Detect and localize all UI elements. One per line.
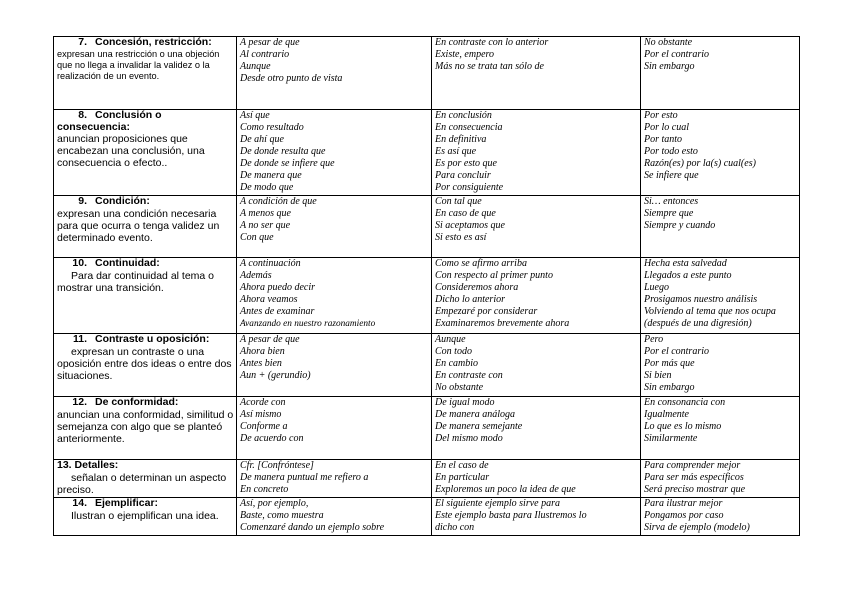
connector-phrase: De manera análoga (435, 409, 515, 420)
category-description: señalan o determinan un aspecto preciso. (57, 471, 227, 496)
connectors-table (53, 36, 800, 536)
connector-phrase: Es así que (435, 146, 477, 157)
category-title: Condición: (95, 195, 150, 207)
connector-phrase: Será preciso mostrar que (644, 484, 746, 495)
connector-column-2 (432, 460, 641, 498)
category-cell (54, 460, 237, 498)
connector-phrase: No obstante (435, 382, 484, 393)
connector-phrase: En concreto (240, 484, 289, 495)
category-title: De conformidad: (95, 396, 179, 408)
connector-column-2 (432, 397, 641, 460)
category-number: 7. (78, 36, 87, 48)
category-title: Continuidad: (95, 257, 160, 269)
connector-column-3 (641, 498, 800, 536)
connector-phrase: Similarmente (644, 433, 698, 444)
connector-phrase: Examinaremos brevemente ahora (435, 318, 570, 329)
category-heading (57, 397, 234, 409)
connector-column-3 (641, 397, 800, 460)
connector-phrase: Para concluir (435, 170, 491, 181)
connector-phrase: Siempre y cuando (644, 220, 716, 231)
category-cell (54, 196, 237, 258)
connector-phrase: Por consiguiente (435, 182, 504, 193)
connector-phrase: Llegados a este punto (644, 270, 732, 281)
connector-column-1 (237, 498, 432, 536)
connector-phrase: De manera puntual me refiero a (240, 472, 369, 483)
connector-phrase: En contraste con lo anterior (435, 37, 549, 48)
connector-phrase: De ahí que (240, 134, 284, 145)
connector-phrase: De donde resulta que (240, 146, 326, 157)
category-description: anuncian una conformidad, similitud o semejanza con algo que se planteó anteriormente. (57, 408, 234, 445)
connector-phrase: Consideremos ahora (435, 282, 519, 293)
connector-phrase: Además (240, 270, 272, 281)
category-number: 11. (72, 333, 87, 345)
connector-phrase: Si aceptamos que (435, 220, 505, 231)
connector-phrase: Como se afirmo arriba (435, 258, 527, 269)
connector-phrase: Ahora veamos (240, 294, 298, 305)
connector-phrase: De manera que (240, 170, 302, 181)
table-row (54, 258, 800, 334)
connector-phrase: De modo que (240, 182, 294, 193)
category-number: 14. (72, 497, 87, 509)
category-title: Concesión, restricción: (95, 36, 212, 48)
connector-phrase: Si bien (644, 370, 672, 381)
connector-phrase: Ahora puedo decir (240, 282, 315, 293)
connector-phrase: Empezaré por considerar (435, 306, 538, 317)
table-row (54, 460, 800, 498)
connector-column-1 (237, 110, 432, 196)
connector-phrase: Por el contrario (644, 346, 709, 357)
connector-column-2 (432, 334, 641, 397)
category-cell (54, 37, 237, 110)
connector-column-1 (237, 334, 432, 397)
connector-phrase: De donde se infiere que (240, 158, 335, 169)
connector-phrase: Al contrario (240, 49, 290, 60)
connector-phrase: Pongamos por caso (644, 510, 724, 521)
connector-phrase: A pesar de que (240, 37, 300, 48)
connector-phrase: El siguiente ejemplo sirve para (435, 498, 560, 509)
connector-phrase: Este ejemplo basta para Ilustremos lo (435, 510, 587, 521)
connector-phrase: Acorde con (240, 397, 286, 408)
category-title: Detalles: (74, 459, 119, 471)
connector-column-2 (432, 196, 641, 258)
table-row (54, 334, 800, 397)
connector-phrase: Desde otro punto de vista (240, 73, 343, 84)
connector-phrase: Conforme a (240, 421, 288, 432)
connector-phrase: Por todo esto (644, 146, 698, 157)
connector-column-3 (641, 37, 800, 110)
connector-phrase: Por más que (644, 358, 695, 369)
category-heading (57, 498, 234, 510)
connector-phrase: Con respecto al primer punto (435, 270, 553, 281)
connector-phrase: Si esto es así (435, 232, 487, 243)
connector-phrase: De acuerdo con (240, 433, 304, 444)
connector-phrase: Se infiere que (644, 170, 699, 181)
connector-column-1 (237, 460, 432, 498)
category-cell (54, 334, 237, 397)
connector-phrase: Para ilustrar mejor (644, 498, 723, 509)
connector-phrase: Luego (644, 282, 669, 293)
connector-column-2 (432, 498, 641, 536)
connector-phrase: En caso de que (435, 208, 496, 219)
connector-phrase: A no ser que (240, 220, 291, 231)
connector-phrase: Antes bien (240, 358, 282, 369)
connector-column-1 (237, 37, 432, 110)
category-number: 12. (72, 396, 87, 408)
connector-phrase: Aunque (435, 334, 466, 345)
table-row (54, 196, 800, 258)
connector-phrase: Dicho lo anterior (435, 294, 505, 305)
connector-phrase: No obstante (644, 37, 693, 48)
category-heading (57, 37, 234, 49)
connector-phrase: Siempre que (644, 208, 694, 219)
connector-column-2 (432, 258, 641, 334)
category-description: expresan un contraste o una oposición entre dos ideas o entre dos situaciones. (57, 345, 232, 382)
connector-phrase: Razón(es) por la(s) cual(es) (644, 158, 756, 169)
connector-column-1 (237, 196, 432, 258)
connector-phrase: A condición de que (240, 196, 317, 207)
table-row (54, 37, 800, 110)
category-number: 9. (78, 195, 87, 207)
connector-phrase: Hecha esta salvedad (644, 258, 727, 269)
connector-phrase: Exploremos un poco la idea de que (435, 484, 576, 495)
category-description: expresan una restricción o una objeción que no llega a invalidar la validez o la realización de un evento. (57, 48, 220, 81)
connector-phrase: Más no se trata tan sólo de (435, 61, 544, 72)
category-cell (54, 397, 237, 460)
connector-phrase: Así, por ejemplo, (240, 498, 309, 509)
connector-phrase: En contraste con (435, 370, 503, 381)
connector-column-3 (641, 110, 800, 196)
connector-phrase: A continuación (240, 258, 301, 269)
connector-phrase: En cambio (435, 358, 479, 369)
connector-phrase: Con todo (435, 346, 472, 357)
connector-phrase: Antes de examinar (240, 306, 315, 317)
connector-phrase: (después de una digresión) (644, 318, 752, 329)
connector-phrase: En conclusión (435, 110, 492, 121)
connector-phrase: Baste, como muestra (240, 510, 324, 521)
connector-phrase: Por tanto (644, 134, 683, 145)
connector-phrase: Para comprender mejor (644, 460, 741, 471)
connector-column-1 (237, 258, 432, 334)
connector-phrase: Así mismo (240, 409, 282, 420)
category-heading (57, 110, 234, 133)
category-title: Contraste u oposición: (95, 333, 210, 345)
connector-column-3 (641, 258, 800, 334)
connector-phrase: Sin embargo (644, 61, 695, 72)
connector-phrase: Para ser más específicos (644, 472, 744, 483)
category-title: Conclusión o consecuencia: (57, 109, 162, 133)
connector-phrase: Por el contrario (644, 49, 709, 60)
connector-phrase: En definitiva (435, 134, 487, 145)
connector-phrase: dicho con (435, 522, 475, 533)
table-row (54, 397, 800, 460)
connector-phrase: Así que (240, 110, 270, 121)
connector-column-3 (641, 460, 800, 498)
connector-phrase: Aunque (240, 61, 271, 72)
connector-phrase: Es por esto que (435, 158, 497, 169)
connector-phrase: Por esto (644, 110, 678, 121)
connector-phrase: Prosigamos nuestro análisis (644, 294, 758, 305)
connector-column-3 (641, 196, 800, 258)
connector-phrase: Como resultado (240, 122, 304, 133)
connector-phrase: A pesar de que (240, 334, 300, 345)
connector-phrase: Por lo cual (644, 122, 689, 133)
category-description: Para dar continuidad al tema o mostrar una transición. (57, 269, 215, 294)
category-description: Ilustran o ejemplifican una idea. (71, 509, 219, 522)
connector-phrase: Con que (240, 232, 274, 243)
connector-phrase: De manera semejante (435, 421, 523, 432)
connector-phrase: Si… entonces (644, 196, 699, 207)
category-number: 8. (78, 109, 87, 121)
connector-phrase: Con tal que (435, 196, 482, 207)
category-number: 13. (57, 459, 72, 471)
connector-phrase: Aun + (gerundio) (240, 370, 311, 381)
connector-phrase: En consonancia con (644, 397, 726, 408)
connector-phrase: Avanzando en nuestro razonamiento (240, 319, 376, 329)
connector-phrase: Igualmente (644, 409, 689, 420)
connector-column-2 (432, 110, 641, 196)
connector-phrase: A menos que (240, 208, 291, 219)
category-heading (57, 196, 234, 208)
connector-phrase: Ahora bien (240, 346, 285, 357)
connector-phrase: De igual modo (435, 397, 495, 408)
table-row (54, 498, 800, 536)
category-cell (54, 110, 237, 196)
connector-phrase: Existe, empero (435, 49, 495, 60)
connector-phrase: Lo que es lo mismo (644, 421, 722, 432)
table-row (54, 110, 800, 196)
connector-column-3 (641, 334, 800, 397)
connector-phrase: En consecuencia (435, 122, 503, 133)
connector-phrase: Volviendo al tema que nos ocupa (644, 306, 776, 317)
category-description: expresan una condición necesaria para que ocurra o tenga validez un determinado evento. (57, 207, 220, 244)
connector-column-1 (237, 397, 432, 460)
category-cell (54, 258, 237, 334)
connector-phrase: Pero (644, 334, 664, 345)
connector-phrase: Sirva de ejemplo (modelo) (644, 522, 750, 533)
category-number: 10. (72, 257, 87, 269)
connector-phrase: Comenzaré dando un ejemplo sobre (240, 522, 385, 533)
category-heading (57, 334, 234, 346)
category-title: Ejemplificar: (95, 497, 159, 509)
connector-phrase: Sin embargo (644, 382, 695, 393)
category-cell (54, 498, 237, 536)
connector-phrase: Cfr. [Confróntese] (240, 460, 314, 471)
connector-phrase: En el caso de (435, 460, 489, 471)
connector-phrase: En particular (435, 472, 490, 483)
connector-column-2 (432, 37, 641, 110)
category-description: anuncian proposiciones que encabezan una conclusión, una consecuencia o efecto.. (57, 133, 205, 170)
category-heading (57, 258, 234, 270)
connector-phrase: Del mismo modo (435, 433, 503, 444)
category-heading (57, 460, 234, 472)
